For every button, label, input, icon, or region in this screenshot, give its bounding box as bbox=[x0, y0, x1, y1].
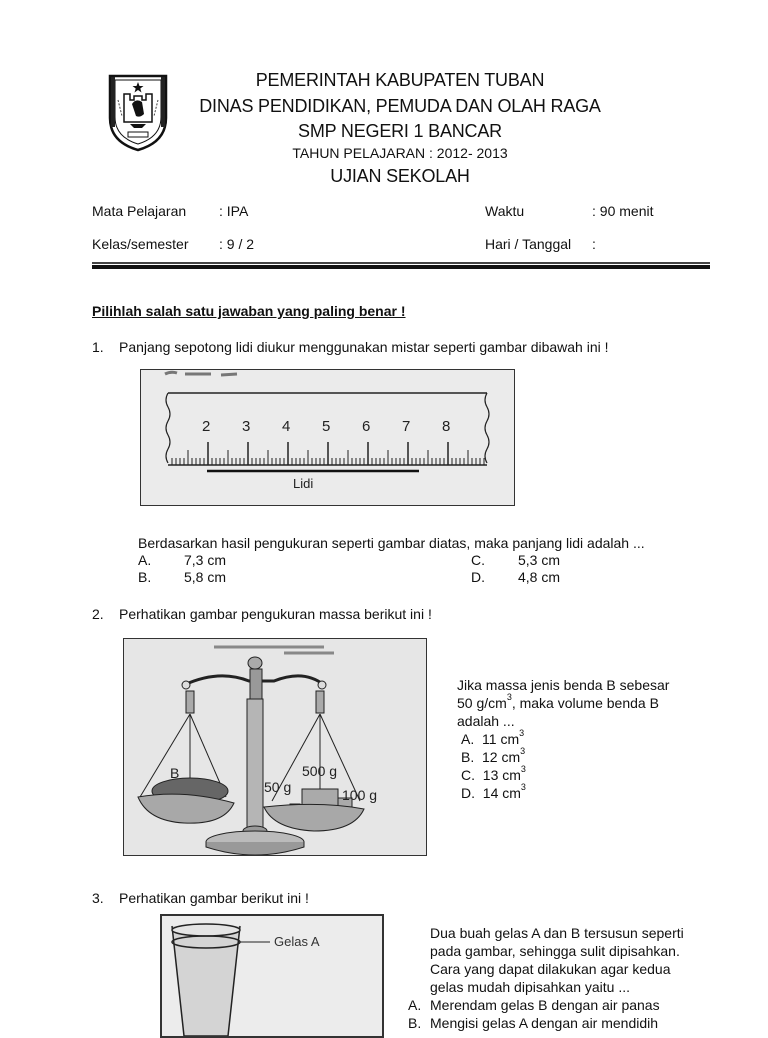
option-text: 12 cm bbox=[482, 749, 521, 765]
q1-option-a-letter: A. bbox=[138, 552, 152, 568]
q3-number: 3. bbox=[92, 890, 104, 906]
q3-option-a-letter: A. bbox=[408, 997, 422, 1013]
q1-option-c-letter: C. bbox=[471, 552, 485, 568]
header-government: PEMERINTAH KABUPATEN TUBAN bbox=[255, 70, 545, 90]
header-academic-year: TAHUN PELAJARAN : 2012- 2013 bbox=[292, 145, 508, 161]
ruler-label-4: 4 bbox=[282, 418, 291, 435]
header-exam-title: UJIAN SEKOLAH bbox=[330, 166, 470, 186]
q1-option-c[interactable]: 5,3 cm bbox=[518, 552, 561, 568]
date-label: Hari / Tanggal bbox=[485, 236, 572, 252]
q3-prompt-line4: gelas mudah dipisahkan yaitu ... bbox=[430, 979, 631, 995]
q2-prompt-line3: adalah ... bbox=[457, 713, 515, 729]
q1-option-b[interactable]: 5,8 cm bbox=[184, 569, 227, 585]
header-department: DINAS PENDIDIKAN, PEMUDA DAN OLAH RAGA bbox=[199, 96, 601, 116]
balance-label-100g: 100 g bbox=[342, 787, 378, 803]
q1-option-d-letter: D. bbox=[471, 569, 485, 585]
q1-number: 1. bbox=[92, 339, 104, 355]
q2-option-a[interactable] bbox=[461, 728, 525, 747]
q3-prompt-line1: Dua buah gelas A dan B tersusun seperti bbox=[430, 925, 684, 941]
ruler-label-6: 6 bbox=[362, 418, 371, 435]
lidi-label: Lidi bbox=[293, 476, 314, 491]
balance-label-500g: 500 g bbox=[302, 763, 338, 779]
option-letter: C. bbox=[461, 767, 475, 783]
option-letter: A. bbox=[461, 731, 475, 747]
option-exponent: 3 bbox=[520, 782, 526, 792]
q1-option-d[interactable]: 4,8 cm bbox=[518, 569, 561, 585]
q3-prompt-line2: pada gambar, sehingga sulit dipisahkan. bbox=[430, 943, 680, 959]
option-text: 11 cm bbox=[482, 731, 520, 747]
q2-balance-figure bbox=[123, 638, 427, 856]
q3-glasses-figure bbox=[160, 914, 384, 1038]
balance-label-b: B bbox=[170, 765, 180, 781]
q3-text: Perhatikan gambar berikut ini ! bbox=[119, 890, 309, 906]
time-label: Waktu bbox=[485, 203, 525, 219]
ruler-label-2: 2 bbox=[202, 418, 211, 435]
option-exponent: 3 bbox=[520, 764, 526, 774]
ruler-label-3: 3 bbox=[242, 418, 251, 435]
q2-option-d[interactable] bbox=[461, 782, 526, 801]
header-school: SMP NEGERI 1 BANCAR bbox=[298, 121, 502, 141]
instruction: Pilihlah salah satu jawaban yang paling benar ! bbox=[92, 303, 406, 319]
q2-density: 50 g/cm bbox=[457, 695, 507, 711]
q3-option-b-letter: B. bbox=[408, 1015, 422, 1031]
q3-option-b[interactable]: Mengisi gelas A dengan air mendidih bbox=[430, 1015, 659, 1031]
option-letter: D. bbox=[461, 785, 475, 801]
header-divider-thick bbox=[92, 265, 710, 269]
class-label: Kelas/semester bbox=[92, 236, 189, 252]
q3-option-a[interactable]: Merendam gelas B dengan air panas bbox=[430, 997, 660, 1013]
option-text: 13 cm bbox=[482, 767, 521, 783]
ruler-label-7: 7 bbox=[402, 418, 411, 435]
q1-ruler-figure bbox=[140, 369, 515, 506]
q2-text: Perhatikan gambar pengukuran massa berikut ini ! bbox=[119, 606, 432, 622]
header-divider-thin bbox=[92, 262, 710, 264]
subject-label: Mata Pelajaran bbox=[92, 203, 187, 219]
q2-prompt-line2-rest: , maka volume benda B bbox=[511, 695, 659, 711]
subject-value: : IPA bbox=[219, 203, 249, 219]
q3-prompt-line3: Cara yang dapat dilakukan agar kedua bbox=[430, 961, 671, 977]
q1-prompt: Berdasarkan hasil pengukuran seperti gambar diatas, maka panjang lidi adalah ... bbox=[138, 535, 645, 551]
gelas-a-label: Gelas A bbox=[274, 934, 320, 949]
option-letter: B. bbox=[461, 749, 475, 765]
q2-density-exponent: 3 bbox=[506, 692, 512, 702]
q1-option-a[interactable]: 7,3 cm bbox=[184, 552, 227, 568]
class-value: : 9 / 2 bbox=[219, 236, 255, 252]
q1-option-b-letter: B. bbox=[138, 569, 152, 585]
ruler-label-5: 5 bbox=[322, 418, 331, 435]
q2-prompt-line2 bbox=[457, 692, 659, 711]
q2-option-b[interactable] bbox=[461, 746, 526, 765]
time-value: : 90 menit bbox=[592, 203, 654, 219]
balance-label-50g: 50 g bbox=[264, 779, 292, 795]
date-value: : bbox=[592, 236, 596, 252]
option-exponent: 3 bbox=[520, 746, 526, 756]
option-text: 14 cm bbox=[482, 785, 521, 801]
ruler-label-8: 8 bbox=[442, 418, 451, 435]
q2-option-c[interactable] bbox=[461, 764, 526, 783]
q1-text: Panjang sepotong lidi diukur menggunakan mistar seperti gambar dibawah ini ! bbox=[119, 339, 609, 355]
option-exponent: 3 bbox=[519, 728, 525, 738]
q2-prompt-line1: Jika massa jenis benda B sebesar bbox=[457, 677, 670, 693]
q2-number: 2. bbox=[92, 606, 104, 622]
